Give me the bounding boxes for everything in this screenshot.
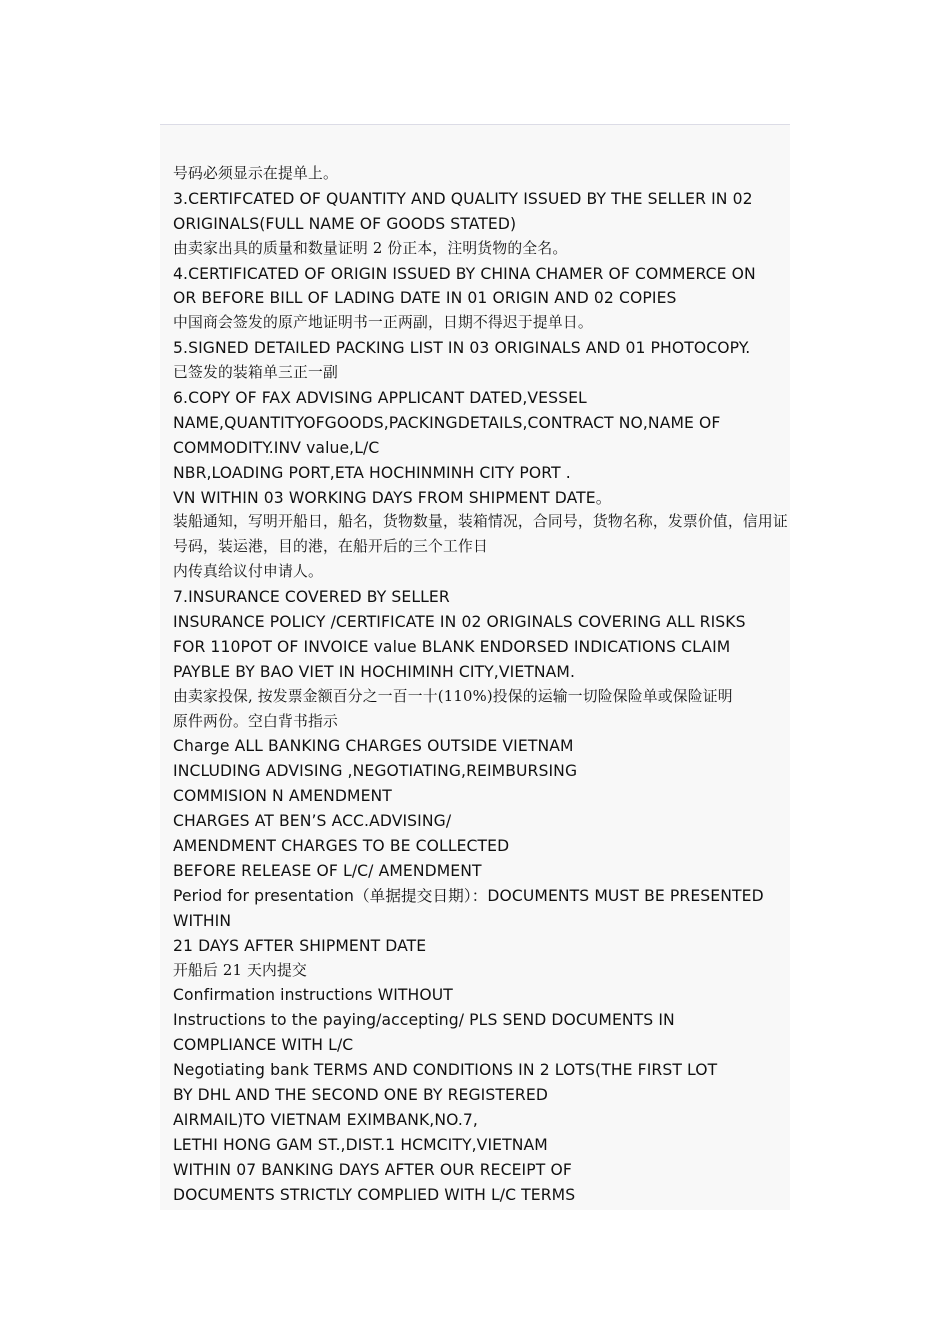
text-line: 4.CERTIFICATED OF ORIGIN ISSUED BY CHINA CHAMER OF COMMERCE ON	[173, 264, 756, 283]
text-line: COMMISION N AMENDMENT	[173, 787, 392, 806]
text-line: CHARGES AT BEN’S ACC.ADVISING/	[173, 812, 452, 831]
text-line: OR BEFORE BILL OF LADING DATE IN 01 ORIGIN AND 02 COPIES	[173, 289, 677, 308]
text-line: PAYBLE BY BAO VIET IN HOCHIMINH CITY,VIETNAM.	[173, 662, 576, 681]
text-line: COMMODITY.INV value,L/C	[173, 438, 380, 457]
text-line: 由卖家投保, 按发票金额百分之一百一十(110%)投保的运输一切险保险单或保险证明	[173, 687, 733, 705]
text-line: LETHI HONG GAM ST.,DIST.1 HCMCITY,VIETNAM	[173, 1135, 548, 1154]
text-line: 装船通知，写明开船日，船名，货物数量，装箱情况，合同号，货物名称，发票价值，信用证	[173, 513, 788, 531]
text-line: Negotiating bank TERMS AND CONDITIONS IN 2 LOTS(THE FIRST LOT	[173, 1061, 718, 1080]
document-text	[173, 162, 793, 1207]
text-line: Confirmation instructions WITHOUT	[173, 986, 453, 1005]
text-line: WITHIN	[173, 911, 232, 930]
text-line: 5.SIGNED DETAILED PACKING LIST IN 03 ORIGINALS AND 01 PHOTOCOPY.	[173, 339, 751, 358]
text-line: 3.CERTIFCATED OF QUANTITY AND QUALITY ISSUED BY THE SELLER IN 02	[173, 189, 753, 208]
text-line: 已签发的装箱单三正一副	[173, 364, 338, 382]
text-line: FOR 110POT OF INVOICE value BLANK ENDORSED INDICATIONS CLAIM	[173, 637, 731, 656]
text-line: Period for presentation（单据提交日期）：DOCUMENTS MUST BE PRESENTED	[173, 886, 764, 905]
text-line: COMPLIANCE WITH L/C	[173, 1036, 354, 1055]
text-line: AIRMAIL)TO VIETNAM EXIMBANK,NO.7,	[173, 1110, 478, 1129]
text-line: 原件两份。空白背书指示	[173, 712, 338, 730]
text-line: ORIGINALS(FULL NAME OF GOODS STATED)	[173, 214, 517, 233]
text-line: Instructions to the paying/accepting/ PLS SEND DOCUMENTS IN	[173, 1011, 675, 1030]
text-line: 7.INSURANCE COVERED BY SELLER	[173, 588, 450, 607]
text-line: 号码必须显示在提单上。	[173, 165, 338, 182]
text-line: 由卖家出具的质量和数量证明 2 份正本，注明货物的全名。	[173, 239, 568, 257]
text-line: BY DHL AND THE SECOND ONE BY REGISTERED	[173, 1085, 548, 1104]
text-line: 内传真给议付申请人。	[173, 563, 323, 581]
text-line: WITHIN 07 BANKING DAYS AFTER OUR RECEIPT OF	[173, 1160, 572, 1179]
text-line: 号码，装运港，目的港，在船开后的三个工作日	[173, 538, 488, 556]
text-line: INCLUDING ADVISING ,NEGOTIATING,REIMBURSING	[173, 762, 578, 781]
text-line: NAME,QUANTITYOFGOODS,PACKINGDETAILS,CONTRACT NO,NAME OF	[173, 413, 721, 432]
text-line: NBR,LOADING PORT,ETA HOCHINMINH CITY PORT .	[173, 463, 571, 482]
text-line: AMENDMENT CHARGES TO BE COLLECTED	[173, 837, 510, 856]
text-line: BEFORE RELEASE OF L/C/ AMENDMENT	[173, 861, 482, 880]
text-line: 21 DAYS AFTER SHIPMENT DATE	[173, 936, 427, 955]
text-line: 中国商会签发的原产地证明书一正两副，日期不得迟于提单日。	[173, 314, 593, 332]
text-line: 开船后 21 天内提交	[173, 961, 308, 979]
text-line: Charge ALL BANKING CHARGES OUTSIDE VIETNAM	[173, 737, 574, 756]
text-line: VN WITHIN 03 WORKING DAYS FROM SHIPMENT DATE。	[173, 488, 612, 507]
text-line: 6.COPY OF FAX ADVISING APPLICANT DATED,VESSEL	[173, 389, 587, 408]
text-line: DOCUMENTS STRICTLY COMPLIED WITH L/C TERMS	[173, 1185, 576, 1204]
text-line: INSURANCE POLICY /CERTIFICATE IN 02 ORIGINALS COVERING ALL RISKS	[173, 613, 746, 632]
